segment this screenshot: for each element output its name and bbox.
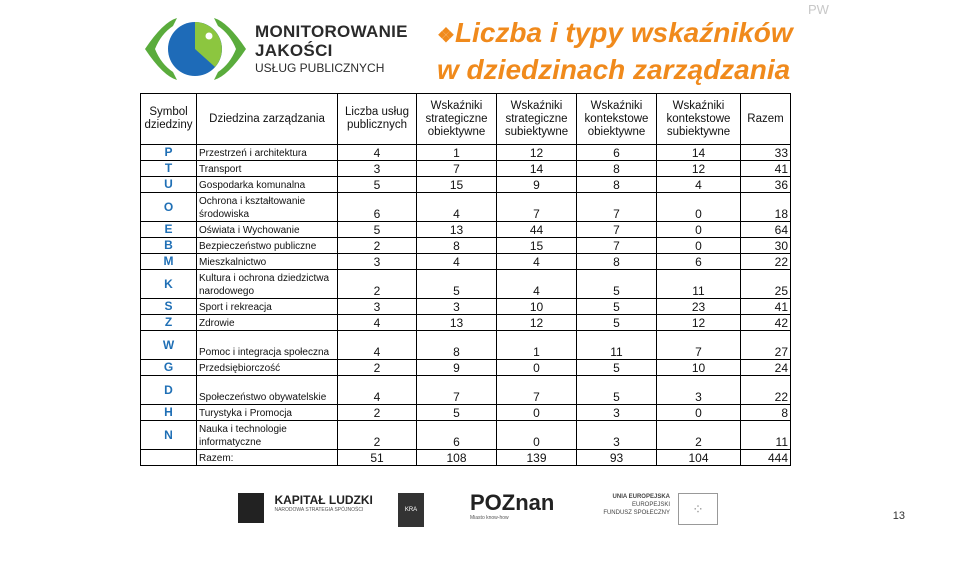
domain-name: Oświata i Wychowanie <box>197 222 338 238</box>
monitorowanie-logo <box>143 14 433 84</box>
value-cell: 7 <box>417 161 497 177</box>
corner-label: PW <box>808 2 829 17</box>
table-row <box>141 177 791 193</box>
logo-line3: USŁUG PUBLICZNYCH <box>255 61 385 75</box>
domain-name: Pomoc i integracja społeczna <box>197 331 338 360</box>
value-cell: 5 <box>577 315 657 331</box>
row-total: 27 <box>741 331 791 360</box>
value-cell: 15 <box>497 238 577 254</box>
domain-name: Społeczeństwo obywatelskie <box>197 376 338 405</box>
value-cell: 2 <box>338 270 417 299</box>
value-cell: 6 <box>657 254 741 270</box>
domain-symbol: M <box>141 254 197 270</box>
value-cell: 12 <box>657 161 741 177</box>
domain-symbol: D <box>141 376 197 405</box>
column-header: Wskaźniki kontekstowe obiektywne <box>577 94 657 145</box>
value-cell: 0 <box>657 405 741 421</box>
domain-symbol: T <box>141 161 197 177</box>
value-cell: 3 <box>417 299 497 315</box>
title-line2: w dziedzinach zarządzania <box>437 54 791 85</box>
row-total: 24 <box>741 360 791 376</box>
total-label: Razem: <box>197 450 338 466</box>
value-cell: 8 <box>577 161 657 177</box>
value-cell: 23 <box>657 299 741 315</box>
value-cell: 7 <box>497 376 577 405</box>
value-cell: 4 <box>497 254 577 270</box>
value-cell: 4 <box>338 145 417 161</box>
value-cell: 4 <box>338 315 417 331</box>
value-cell: 8 <box>577 177 657 193</box>
value-cell: 9 <box>417 360 497 376</box>
table-row <box>141 270 791 299</box>
column-header: Razem <box>741 94 791 145</box>
domain-name: Przedsiębiorczość <box>197 360 338 376</box>
row-total: 18 <box>741 193 791 222</box>
value-cell: 10 <box>497 299 577 315</box>
value-cell: 2 <box>338 421 417 450</box>
value-cell: 0 <box>657 238 741 254</box>
value-cell: 4 <box>657 177 741 193</box>
eu-line1: UNIA EUROPEJSKA <box>612 494 670 500</box>
row-total: 25 <box>741 270 791 299</box>
poznan-text: POZnan <box>470 490 555 515</box>
value-cell: 6 <box>577 145 657 161</box>
value-cell: 4 <box>338 376 417 405</box>
domain-symbol: N <box>141 421 197 450</box>
value-cell: 5 <box>577 376 657 405</box>
domain-symbol: S <box>141 299 197 315</box>
domain-name: Kultura i ochrona dziedzictwa narodowego <box>197 270 338 299</box>
value-cell: 13 <box>417 315 497 331</box>
column-header: Dziedzina zarządzania <box>197 94 338 145</box>
table-row <box>141 238 791 254</box>
value-cell: 9 <box>497 177 577 193</box>
domain-name: Ochrona i kształtowanie środowiska <box>197 193 338 222</box>
domain-symbol: Z <box>141 315 197 331</box>
total-value: 108 <box>417 450 497 466</box>
total-row <box>141 450 791 466</box>
row-total: 22 <box>741 376 791 405</box>
value-cell: 6 <box>338 193 417 222</box>
table-row <box>141 315 791 331</box>
star-flag-icon <box>238 493 264 523</box>
value-cell: 11 <box>657 270 741 299</box>
kapital-ludzki-logo <box>238 493 373 523</box>
table-row <box>141 376 791 405</box>
domain-name: Mieszkalnictwo <box>197 254 338 270</box>
empty-cell <box>141 450 197 466</box>
table-row <box>141 331 791 360</box>
value-cell: 12 <box>497 145 577 161</box>
value-cell: 5 <box>577 299 657 315</box>
value-cell: 4 <box>497 270 577 299</box>
value-cell: 0 <box>657 193 741 222</box>
domain-symbol: P <box>141 145 197 161</box>
domain-name: Zdrowie <box>197 315 338 331</box>
value-cell: 3 <box>577 421 657 450</box>
domain-symbol: B <box>141 238 197 254</box>
value-cell: 2 <box>657 421 741 450</box>
domain-symbol: E <box>141 222 197 238</box>
table-row <box>141 421 791 450</box>
kl-sub: NARODOWA STRATEGIA SPÓJNOŚCI <box>274 507 364 513</box>
value-cell: 5 <box>338 177 417 193</box>
column-header: Liczba usług publicznych <box>338 94 417 145</box>
table-row <box>141 360 791 376</box>
value-cell: 0 <box>497 360 577 376</box>
diamond-bullet-icon: ❖ <box>437 25 455 47</box>
value-cell: 15 <box>417 177 497 193</box>
eu-flag-icon: ⁘ <box>678 493 718 525</box>
table-row <box>141 161 791 177</box>
value-cell: 4 <box>417 254 497 270</box>
table-row <box>141 222 791 238</box>
row-total: 33 <box>741 145 791 161</box>
domain-name: Gospodarka komunalna <box>197 177 338 193</box>
poznan-logo <box>470 491 554 521</box>
column-header: Symbol dziedziny <box>141 94 197 145</box>
domain-name: Przestrzeń i architektura <box>197 145 338 161</box>
value-cell: 44 <box>497 222 577 238</box>
domain-name: Sport i rekreacja <box>197 299 338 315</box>
logo-line2: JAKOŚCI <box>255 41 333 60</box>
sponsor-logos <box>238 490 738 547</box>
value-cell: 0 <box>497 421 577 450</box>
value-cell: 3 <box>338 254 417 270</box>
total-value: 444 <box>741 450 791 466</box>
row-total: 42 <box>741 315 791 331</box>
row-total: 11 <box>741 421 791 450</box>
value-cell: 3 <box>657 376 741 405</box>
table-row <box>141 193 791 222</box>
eu-line3: FUNDUSZ SPOŁECZNY <box>603 510 670 516</box>
value-cell: 11 <box>577 331 657 360</box>
logo-line1: MONITOROWANIE <box>255 22 408 41</box>
eu-logo <box>590 493 670 517</box>
table-row <box>141 405 791 421</box>
value-cell: 5 <box>338 222 417 238</box>
value-cell: 5 <box>577 270 657 299</box>
row-total: 8 <box>741 405 791 421</box>
row-total: 41 <box>741 299 791 315</box>
value-cell: 2 <box>338 360 417 376</box>
domain-symbol: H <box>141 405 197 421</box>
value-cell: 7 <box>417 376 497 405</box>
value-cell: 4 <box>338 331 417 360</box>
value-cell: 7 <box>497 193 577 222</box>
column-header: Wskaźniki strategiczne subiektywne <box>497 94 577 145</box>
indicators-table <box>140 93 791 466</box>
value-cell: 7 <box>657 331 741 360</box>
domain-name: Turystyka i Promocja <box>197 405 338 421</box>
value-cell: 0 <box>657 222 741 238</box>
value-cell: 3 <box>338 299 417 315</box>
total-value: 93 <box>577 450 657 466</box>
value-cell: 3 <box>577 405 657 421</box>
table-header-row <box>141 94 791 145</box>
krakow-logo <box>398 493 424 547</box>
domain-symbol: K <box>141 270 197 299</box>
row-total: 64 <box>741 222 791 238</box>
table-row <box>141 145 791 161</box>
title-line1: Liczba i typy wskaźników <box>454 17 793 48</box>
total-value: 51 <box>338 450 417 466</box>
column-header: Wskaźniki kontekstowe subiektywne <box>657 94 741 145</box>
value-cell: 5 <box>417 405 497 421</box>
value-cell: 0 <box>497 405 577 421</box>
value-cell: 5 <box>417 270 497 299</box>
eye-logo-icon <box>143 14 248 84</box>
total-value: 139 <box>497 450 577 466</box>
value-cell: 10 <box>657 360 741 376</box>
domain-symbol: G <box>141 360 197 376</box>
value-cell: 8 <box>577 254 657 270</box>
value-cell: 1 <box>417 145 497 161</box>
page-number: 13 <box>892 510 905 522</box>
domain-name: Nauka i technologie informatyczne <box>197 421 338 450</box>
slide-title <box>437 16 793 87</box>
kl-title: KAPITAŁ LUDZKI <box>274 493 373 507</box>
value-cell: 8 <box>417 238 497 254</box>
domain-name: Bezpieczeństwo publiczne <box>197 238 338 254</box>
value-cell: 7 <box>577 238 657 254</box>
domain-symbol: W <box>141 331 197 360</box>
value-cell: 7 <box>577 222 657 238</box>
value-cell: 3 <box>338 161 417 177</box>
value-cell: 7 <box>577 193 657 222</box>
table-row <box>141 254 791 270</box>
domain-symbol: O <box>141 193 197 222</box>
value-cell: 12 <box>497 315 577 331</box>
value-cell: 13 <box>417 222 497 238</box>
row-total: 36 <box>741 177 791 193</box>
row-total: 22 <box>741 254 791 270</box>
value-cell: 8 <box>417 331 497 360</box>
value-cell: 2 <box>338 405 417 421</box>
value-cell: 14 <box>657 145 741 161</box>
value-cell: 6 <box>417 421 497 450</box>
value-cell: 12 <box>657 315 741 331</box>
poznan-sub: Miasto know-how <box>470 515 509 521</box>
total-value: 104 <box>657 450 741 466</box>
domain-symbol: U <box>141 177 197 193</box>
row-total: 30 <box>741 238 791 254</box>
table-row <box>141 299 791 315</box>
eu-line2: EUROPEJSKI <box>631 502 670 508</box>
value-cell: 14 <box>497 161 577 177</box>
value-cell: 1 <box>497 331 577 360</box>
value-cell: 2 <box>338 238 417 254</box>
krakow-text: KRA KÓW <box>403 507 419 547</box>
domain-name: Transport <box>197 161 338 177</box>
value-cell: 5 <box>577 360 657 376</box>
column-header: Wskaźniki strategiczne obiektywne <box>417 94 497 145</box>
row-total: 41 <box>741 161 791 177</box>
value-cell: 4 <box>417 193 497 222</box>
